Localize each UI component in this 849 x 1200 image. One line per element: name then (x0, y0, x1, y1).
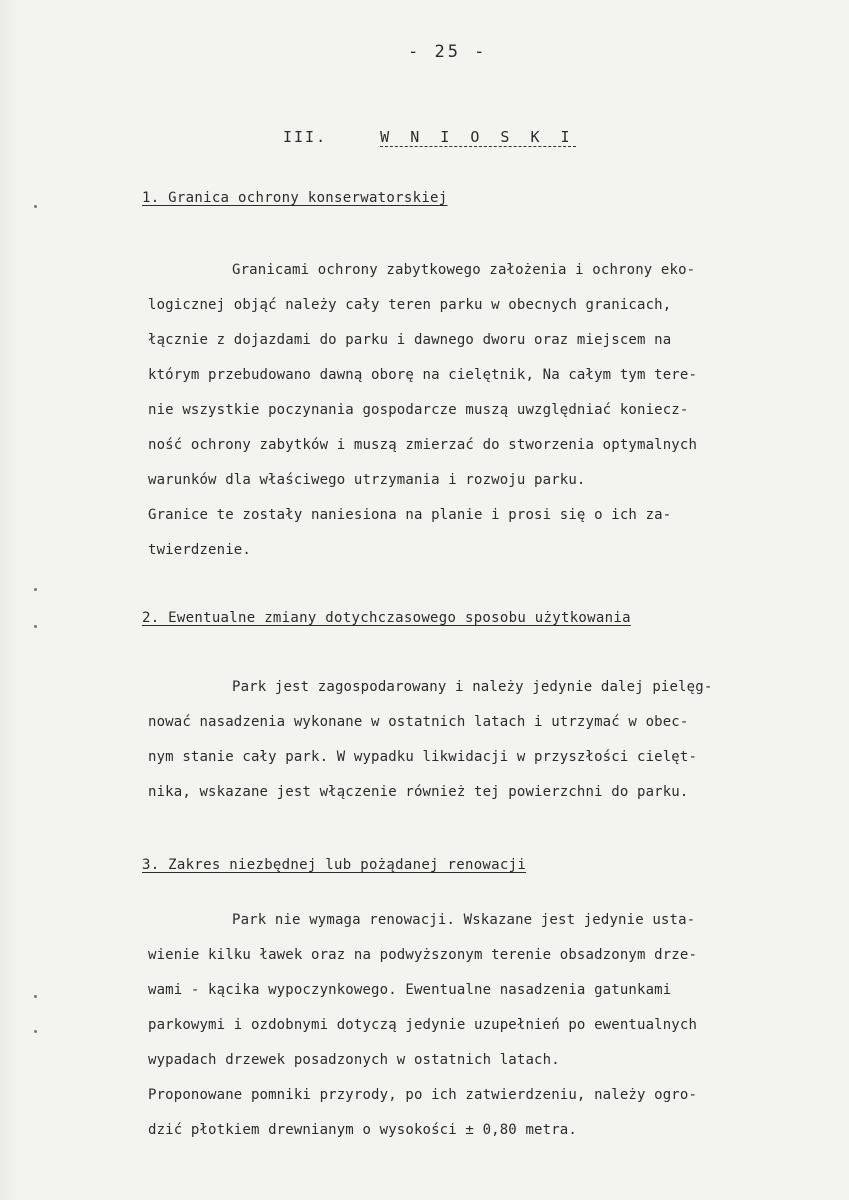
text-line: Park jest zagospodarowany i należy jedynie dalej pielęg- (232, 679, 713, 695)
section-2-title: 2. Ewentualne zmiany dotychczasowego sposobu użytkowania (142, 610, 631, 626)
text-line: parkowymi i ozdobnymi dotyczą jedynie uzupełnień po ewentualnych (148, 1017, 698, 1033)
text-line: wami - kącika wypoczynkowego. Ewentualne nasadzenia gatunkami (148, 982, 672, 998)
text-line: twierdzenie. (148, 542, 251, 558)
text-line: warunków dla właściwego utrzymania i rozwoju parku. (148, 472, 586, 488)
text-line: wienie kilku ławek oraz na podwyższonym terenie obsadzonym drze- (148, 947, 698, 963)
text-line: nika, wskazane jest włączenie również tej powierzchni do parku. (148, 784, 689, 800)
section-1-title: 1. Granica ochrony konserwatorskiej (142, 190, 448, 206)
margin-mark (34, 1030, 37, 1033)
section-2-body (148, 670, 788, 810)
text-line: którym przebudowano dawną oborę na cielętnik, Na całym tym tere- (148, 367, 698, 383)
chapter-title: W N I O S K I (380, 128, 576, 146)
text-line: nie wszystkie poczynania gospodarcze muszą uwzględniać koniecz- (148, 402, 689, 418)
text-line: Granice te zostały naniesiona na planie i prosi się o ich za- (148, 507, 672, 523)
text-line: dzić płotkiem drewnianym o wysokości ± 0,80 metra. (148, 1122, 577, 1138)
section-3-body (148, 903, 788, 1148)
text-line: ność ochrony zabytków i muszą zmierzać do stworzenia optymalnych (148, 437, 698, 453)
chapter-heading (283, 128, 576, 146)
text-line: łącznie z dojazdami do parku i dawnego dworu oraz miejscem na (148, 332, 672, 348)
section-3-title: 3. Zakres niezbędnej lub pożądanej renowacji (142, 857, 527, 873)
section-1-body (148, 253, 788, 568)
text-line: logicznej objąć należy cały teren parku w obecnych granicach, (148, 297, 672, 313)
chapter-numeral: III. (283, 128, 328, 146)
text-line: Granicami ochrony zabytkowego założenia i ochrony eko- (232, 262, 696, 278)
text-line: Park nie wymaga renowacji. Wskazane jest jedynie usta- (232, 912, 696, 928)
margin-mark (34, 588, 37, 591)
text-line: nować nasadzenia wykonane w ostatnich latach i utrzymać w obec- (148, 714, 689, 730)
text-line: Proponowane pomniki przyrody, po ich zatwierdzeniu, należy ogro- (148, 1087, 698, 1103)
margin-mark (34, 625, 37, 628)
text-line: nym stanie cały park. W wypadku likwidacji w przyszłości cielęt- (148, 749, 698, 765)
margin-mark (34, 205, 37, 208)
text-line: wypadach drzewek posadzonych w ostatnich latach. (148, 1052, 560, 1068)
page-number: - 25 - (408, 42, 488, 62)
margin-mark (34, 995, 37, 998)
